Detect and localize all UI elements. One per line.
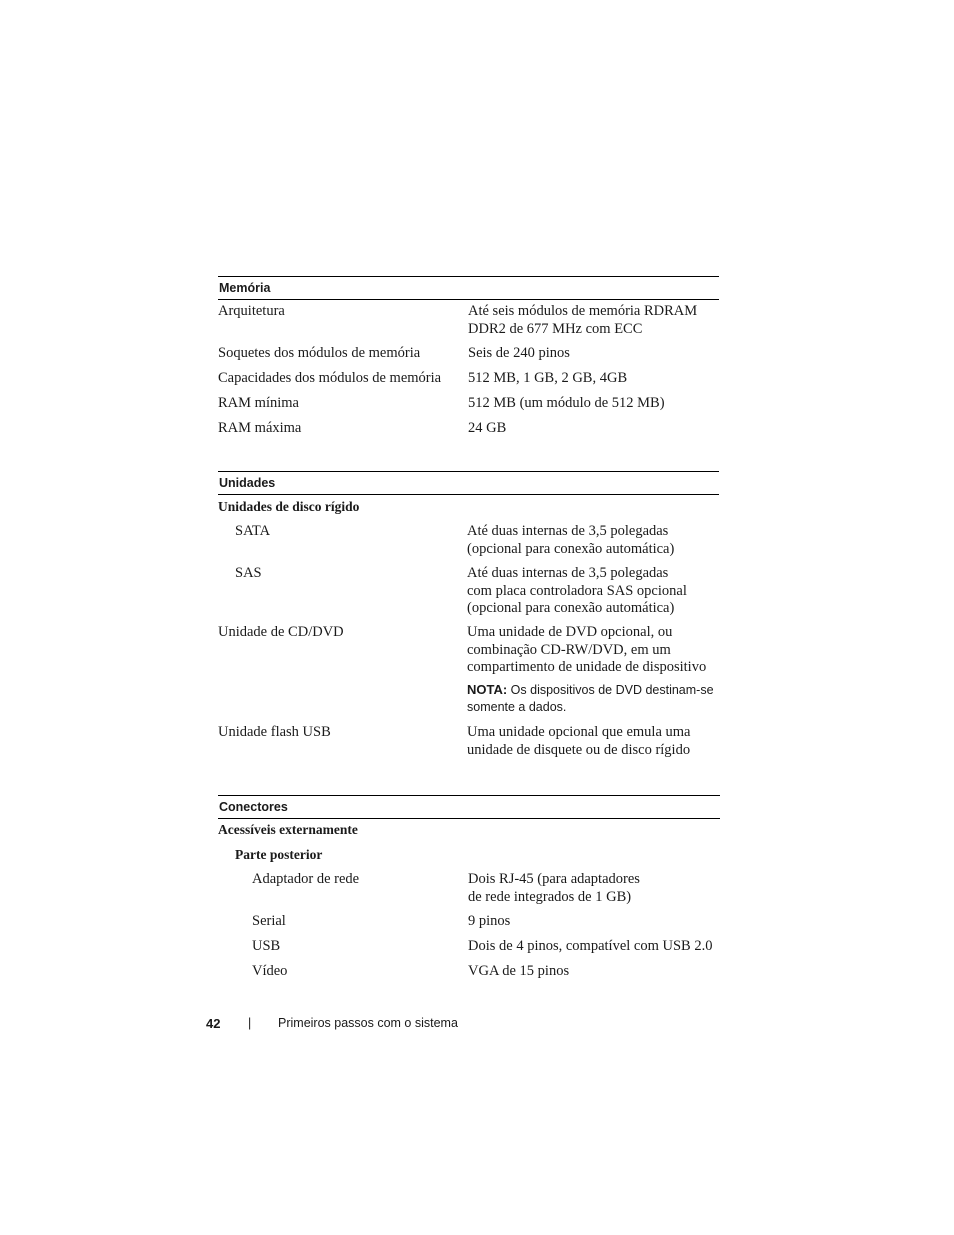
spec-value: 24 GB [468,420,507,436]
spec-value [467,624,722,716]
connectors-section [218,795,720,979]
memory-header: Memória [218,276,719,300]
spec-label: Soquetes dos módulos de memória [218,345,421,361]
spec-value [467,724,722,759]
spec-value: Dois de 4 pinos, compatível com USB 2.0 [468,938,713,954]
value-line: Uma unidade de DVD opcional, ou [467,624,673,640]
drives-header: Unidades [218,471,719,495]
drives-section [218,471,719,758]
spec-label: Serial [252,913,286,929]
spec-value: 512 MB (um módulo de 512 MB) [468,395,665,411]
footer-separator: | [248,1016,252,1030]
spec-value [468,871,723,906]
value-line: Até duas internas de 3,5 polegadas [467,523,669,539]
spec-label: SATA [235,523,271,539]
spec-label: Unidade flash USB [218,724,331,740]
spec-value [468,303,723,338]
note-label: NOTA: [467,681,508,697]
spec-label: USB [252,938,281,954]
spec-label: Capacidades dos módulos de memória [218,370,442,386]
spec-value: 512 MB, 1 GB, 2 GB, 4GB [468,370,628,386]
value-line: combinação CD-RW/DVD, em um [467,641,671,658]
note [467,681,722,716]
hard-drives-subheading: Unidades de disco rígido [218,499,360,514]
spec-label: Vídeo [252,963,288,979]
value-line: Até duas internas de 3,5 polegadas [467,565,669,581]
note-line: somente a dados. [467,699,567,714]
spec-label: RAM máxima [218,420,302,436]
value-line: Uma unidade opcional que emula uma [467,724,691,740]
value-line: de rede integrados de 1 GB) [468,888,632,905]
memory-section [218,276,719,436]
external-subheading: Acessíveis externamente [218,822,358,837]
spec-label: RAM mínima [218,395,299,411]
value-line: DDR2 de 677 MHz com ECC [468,320,643,337]
value-line: Dois RJ-45 (para adaptadores [468,871,640,887]
connectors-header: Conectores [218,795,720,819]
value-line: unidade de disquete ou de disco rígido [467,741,691,758]
rear-subheading: Parte posterior [235,847,323,862]
spec-value: 9 pinos [468,913,511,929]
spec-value [467,565,722,618]
spec-value: VGA de 15 pinos [468,963,570,979]
value-line: (opcional para conexão automática) [467,540,675,557]
value-line: compartimento de unidade de dispositivo [467,659,707,675]
spec-label: Arquitetura [218,303,285,319]
note-text: Os dispositivos de DVD destinam-se [507,682,714,697]
note-line [467,681,722,699]
value-line: com placa controladora SAS opcional [467,582,687,599]
page-number: 42 [206,1016,221,1031]
value-line: Até seis módulos de memória RDRAM [468,303,698,319]
value-line: (opcional para conexão automática) [467,600,675,616]
spec-label: Unidade de CD/DVD [218,624,344,640]
spec-label: SAS [235,565,262,581]
spec-label: Adaptador de rede [252,871,360,887]
spec-value: Seis de 240 pinos [468,345,570,361]
footer-title: Primeiros passos com o sistema [278,1016,458,1030]
spec-value [467,523,722,558]
